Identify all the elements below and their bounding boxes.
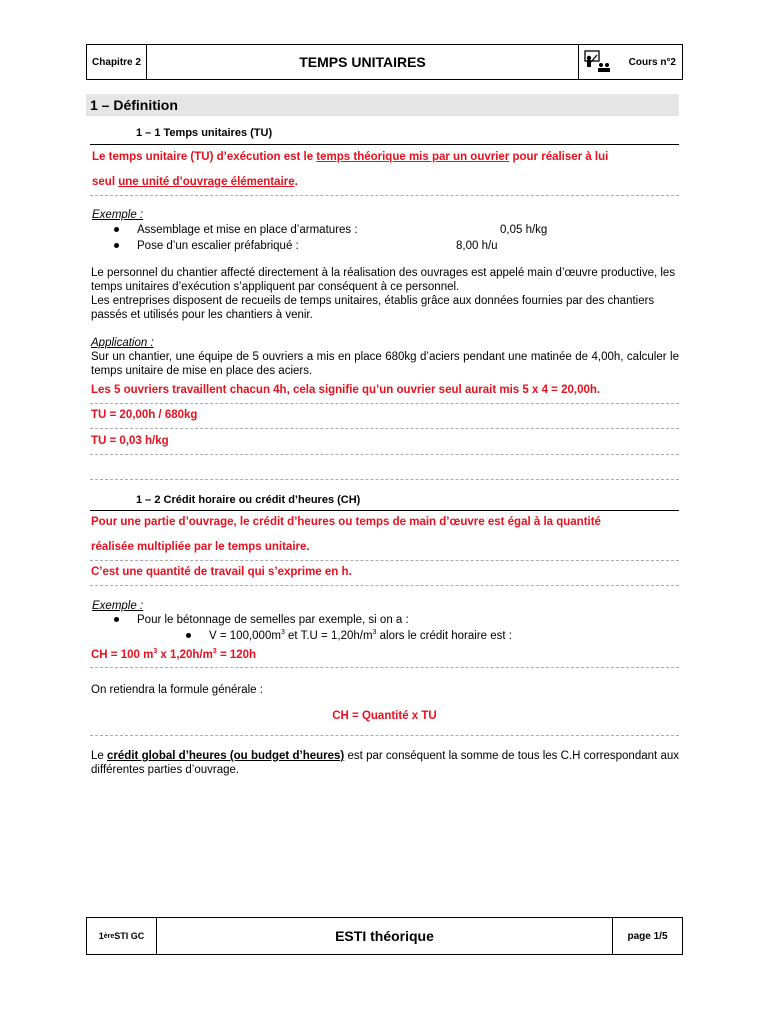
result-part: CH = 100 m: [91, 648, 154, 661]
footer-table: [86, 917, 683, 955]
paragraph-1: Le personnel du chantier affecté directement à la réalisation des ouvrages est appelé main d’œuvre productive, les temps unitaires d’exécution s’appliquent par conséquent à ce personnel.: [91, 267, 676, 293]
example-item-label: Assemblage et mise en place d’armatures :: [137, 224, 358, 236]
example-item-value: 8,00 h/u: [456, 240, 498, 252]
dashed-divider: [90, 667, 679, 668]
answer-line-2: TU = 20,00h / 680kg: [91, 409, 198, 421]
superscript: 3: [280, 629, 285, 636]
dashed-divider: [90, 585, 679, 586]
bullet-icon: [114, 617, 119, 622]
ch-result: [91, 648, 256, 661]
tu-definition-line1: [92, 151, 682, 163]
class-label: [87, 918, 157, 954]
formula-intro: On retiendra la formule générale :: [91, 684, 263, 696]
def2-underlined: une unité d’ouvrage élémentaire: [118, 176, 295, 188]
ch-definition-line3: C’est une quantité de travail qui s’exprime en h.: [91, 566, 352, 578]
tu-definition-line2: [92, 176, 298, 188]
closing-text-2: est par conséquent la somme de tous les C.H correspondant aux différentes parties d’ouvrage.: [91, 750, 679, 776]
section-heading: 1 – Définition: [86, 94, 679, 116]
dashed-divider: [90, 454, 679, 455]
superscript: ère: [103, 932, 115, 940]
superscript: 3: [372, 629, 377, 636]
application-text: Sur un chantier, une équipe de 5 ouvriers a mis en place 680kg d’aciers pendant une matinée de 4,00h, calculer le temps unitaire de mise en place des aciers.: [91, 351, 679, 377]
dashed-divider: [90, 195, 679, 196]
header-table: [86, 44, 683, 80]
divider: [90, 510, 679, 511]
subsection-title-ch: 1 – 2 Crédit horaire ou crédit d’heures (CH): [136, 494, 361, 506]
example-item-label: Pose d’un escalier préfabriqué :: [137, 240, 299, 252]
course-cell: [579, 45, 682, 79]
example-item-value: 0,05 h/kg: [500, 224, 548, 236]
application-label: Application :: [91, 337, 154, 349]
def-underlined: temps théorique mis par un ouvrier: [316, 151, 510, 163]
example-sub-bullet: [209, 629, 512, 642]
example-item: [114, 614, 119, 626]
bullet-icon: [186, 633, 191, 638]
example-item: [114, 224, 119, 236]
def2-text: seul: [92, 176, 119, 188]
footer-title: ESTI théorique: [157, 918, 613, 954]
chapter-label: Chapitre 2: [87, 45, 147, 79]
example-item: [114, 240, 119, 252]
dashed-divider: [90, 403, 679, 404]
subsection-title-tu: 1 – 1 Temps unitaires (TU): [136, 127, 273, 139]
class-name: STI GC: [114, 931, 145, 941]
superscript: 3: [153, 648, 158, 655]
class-number: 1: [98, 931, 104, 941]
divider: [90, 144, 679, 145]
def-text: Le temps unitaire (TU) d’exécution est le: [92, 151, 317, 163]
answer-line-3: TU = 0,03 h/kg: [91, 435, 169, 447]
bullet-icon: [114, 243, 119, 248]
closing-underlined: crédit global d’heures (ou budget d’heures): [107, 750, 345, 762]
ch-definition-line2: réalisée multipliée par le temps unitaire.: [91, 541, 310, 553]
conclusion-text: alors le crédit horaire est :: [376, 629, 512, 642]
example-label: Exemple :: [92, 600, 144, 612]
dashed-divider: [90, 735, 679, 736]
dashed-divider: [90, 479, 679, 480]
example-label: Exemple :: [92, 209, 144, 221]
ch-definition-line1: Pour une partie d’ouvrage, le crédit d’heures ou temps de main d’œuvre est égal à la quantité: [91, 516, 601, 528]
example-item: [186, 630, 191, 642]
paragraph: [91, 266, 679, 322]
closing-paragraph: [91, 749, 679, 777]
dashed-divider: [90, 560, 679, 561]
volume-text: V = 100,000m: [209, 629, 281, 642]
course-number: Cours n°2: [628, 56, 676, 68]
page-title: TEMPS UNITAIRES: [147, 45, 579, 79]
result-part: = 120h: [216, 648, 257, 661]
def2-end: .: [294, 176, 298, 188]
example-bullet-text: Pour le bétonnage de semelles par exemple, si on a :: [137, 614, 409, 626]
result-part: x 1,20h/m: [157, 648, 213, 661]
teacher-classroom-icon: [583, 49, 613, 75]
general-formula: CH = Quantité x TU: [332, 710, 437, 722]
page-number: page 1/5: [627, 930, 668, 942]
paragraph-2: Les entreprises disposent de recueils de temps unitaires, établis grâce aux données fournies par des chantiers passés et utilisés pour les chantiers à venir.: [91, 295, 655, 321]
tu-text: et T.U = 1,20h/m: [284, 629, 373, 642]
def-text-2: pour réaliser à lui: [509, 151, 609, 163]
superscript: 3: [212, 648, 217, 655]
bullet-icon: [114, 227, 119, 232]
answer-line-1: Les 5 ouvriers travaillent chacun 4h, cela signifie qu’un ouvrier seul aurait mis 5 x 4 = 20,00h.: [91, 384, 601, 396]
closing-text: Le: [91, 750, 108, 762]
dashed-divider: [90, 428, 679, 429]
